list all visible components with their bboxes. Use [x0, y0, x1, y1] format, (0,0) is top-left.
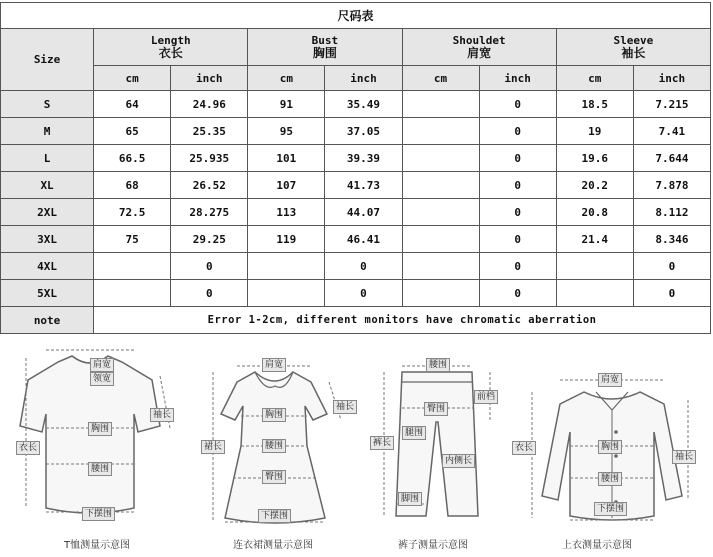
diagram-label: 臀围: [262, 470, 286, 484]
diagram-label: 内侧长: [442, 454, 475, 468]
measurement-diagrams: [0, 336, 713, 557]
measurement-cell: 0: [479, 280, 556, 307]
measurement-cell: 95: [248, 118, 325, 145]
measurement-cell: 0: [479, 91, 556, 118]
size-label: 5XL: [1, 280, 94, 307]
measurement-cell: 41.73: [325, 172, 402, 199]
column-header-sleeve: [556, 29, 710, 66]
column-header-cn: 袖长: [621, 46, 646, 60]
column-header-shoulder: [402, 29, 556, 66]
measurement-cell: [402, 199, 479, 226]
diagram-caption: 裤子测量示意图: [398, 540, 468, 551]
column-header-bust: [248, 29, 402, 66]
size-label: S: [1, 91, 94, 118]
measurement-cell: 0: [479, 118, 556, 145]
measurement-cell: 37.05: [325, 118, 402, 145]
table-row: [1, 118, 711, 145]
diagram-label: 胸围: [88, 422, 112, 436]
measurement-cell: [248, 253, 325, 280]
diagram-label: 下摆围: [258, 509, 291, 523]
measurement-cell: 19: [556, 118, 633, 145]
table-row: [1, 91, 711, 118]
measurement-cell: 0: [479, 253, 556, 280]
diagram-label: 胸围: [262, 408, 286, 422]
table-row: [1, 145, 711, 172]
diagram-label: 前档: [474, 390, 498, 404]
unit-cm: cm: [248, 66, 325, 91]
measurement-cell: 7.41: [633, 118, 710, 145]
measurement-cell: 29.25: [171, 226, 248, 253]
measurement-cell: 28.275: [171, 199, 248, 226]
unit-cm: cm: [402, 66, 479, 91]
measurement-cell: 19.6: [556, 145, 633, 172]
measurement-cell: 0: [325, 280, 402, 307]
measurement-cell: [94, 253, 171, 280]
diagram-label: 腰围: [426, 358, 450, 372]
diagram-label: 下摆围: [594, 502, 627, 516]
size-label: 3XL: [1, 226, 94, 253]
column-header-cn: 胸围: [312, 46, 337, 60]
measurement-cell: 0: [479, 145, 556, 172]
measurement-cell: 35.49: [325, 91, 402, 118]
measurement-cell: 39.39: [325, 145, 402, 172]
diagram-label: 袖长: [672, 450, 696, 464]
measurement-cell: [402, 91, 479, 118]
measurement-cell: [402, 253, 479, 280]
diagram-label: 臀围: [424, 402, 448, 416]
size-label: XL: [1, 172, 94, 199]
column-header-cn: 衣长: [158, 46, 183, 60]
measurement-cell: 0: [171, 280, 248, 307]
diagram-label: 肩宽: [90, 358, 114, 372]
diagram-label: 脚围: [398, 492, 422, 506]
measurement-cell: 119: [248, 226, 325, 253]
measurement-cell: 8.346: [633, 226, 710, 253]
diagram-label: 肩宽: [598, 373, 622, 387]
size-label: M: [1, 118, 94, 145]
measurement-cell: 0: [479, 199, 556, 226]
diagram-label: 腰围: [598, 472, 622, 486]
measurement-cell: 107: [248, 172, 325, 199]
measurement-cell: 25.35: [171, 118, 248, 145]
measurement-cell: 8.112: [633, 199, 710, 226]
measurement-cell: 66.5: [94, 145, 171, 172]
measurement-cell: 68: [94, 172, 171, 199]
size-rows: [1, 91, 711, 307]
measurement-cell: 21.4: [556, 226, 633, 253]
column-header-en: Bust: [311, 34, 339, 47]
measurement-cell: [402, 118, 479, 145]
diagram-label: 裙长: [201, 440, 225, 454]
diagram-label: 衣长: [16, 441, 40, 455]
measurement-cell: [94, 280, 171, 307]
diagram-label: 袖长: [333, 400, 357, 414]
note-label: note: [1, 307, 94, 334]
size-chart-table: [0, 2, 711, 334]
measurement-cell: 24.96: [171, 91, 248, 118]
measurement-cell: 46.41: [325, 226, 402, 253]
measurement-cell: [402, 226, 479, 253]
diagram-label: 胸围: [598, 440, 622, 454]
measurement-cell: 25.935: [171, 145, 248, 172]
table-row: [1, 199, 711, 226]
diagram-label: 肩宽: [262, 358, 286, 372]
diagram-label: 腰围: [88, 462, 112, 476]
table-row: [1, 253, 711, 280]
measurement-cell: 0: [479, 226, 556, 253]
column-header-en: Shouldet: [452, 34, 506, 47]
diagram-caption: 连衣裙测量示意图: [233, 540, 313, 551]
measurement-cell: 20.8: [556, 199, 633, 226]
diagram-label: 下摆围: [82, 507, 115, 521]
measurement-cell: 7.644: [633, 145, 710, 172]
measurement-cell: 0: [325, 253, 402, 280]
unit-inch: inch: [325, 66, 402, 91]
measurement-cell: 0: [633, 280, 710, 307]
unit-inch: inch: [633, 66, 710, 91]
diagram-label: 腿围: [402, 426, 426, 440]
diagram-label: 袖长: [150, 408, 174, 422]
measurement-cell: 91: [248, 91, 325, 118]
measurement-cell: 0: [171, 253, 248, 280]
size-label: L: [1, 145, 94, 172]
unit-inch: inch: [479, 66, 556, 91]
measurement-cell: 75: [94, 226, 171, 253]
pants-diagram: [362, 336, 512, 557]
size-header: Size: [1, 29, 94, 91]
column-header-en: Length: [150, 34, 191, 47]
diagram-label: 裤长: [370, 436, 394, 450]
table-row: [1, 280, 711, 307]
unit-cm: cm: [94, 66, 171, 91]
column-header-en: Sleeve: [613, 34, 654, 47]
table-row: [1, 226, 711, 253]
diagram-label: 腰围: [262, 439, 286, 453]
measurement-cell: 101: [248, 145, 325, 172]
measurement-cell: 7.878: [633, 172, 710, 199]
column-header-length: [94, 29, 248, 66]
top-diagram: [512, 336, 712, 557]
measurement-cell: 65: [94, 118, 171, 145]
diagram-label: 衣长: [512, 441, 536, 455]
measurement-cell: [402, 172, 479, 199]
table-title: 尺码表: [1, 3, 711, 29]
size-label: 4XL: [1, 253, 94, 280]
measurement-cell: 26.52: [171, 172, 248, 199]
diagram-caption: 上衣测量示意图: [562, 540, 632, 551]
unit-cm: cm: [556, 66, 633, 91]
measurement-cell: 113: [248, 199, 325, 226]
measurement-cell: 44.07: [325, 199, 402, 226]
measurement-cell: [556, 280, 633, 307]
note-text: Error 1-2cm, different monitors have chromatic aberration: [94, 307, 711, 334]
measurement-cell: [402, 145, 479, 172]
diagram-label: 领宽: [90, 372, 114, 386]
measurement-cell: [402, 280, 479, 307]
dress-diagram: [185, 336, 360, 557]
table-row: [1, 172, 711, 199]
measurement-cell: 18.5: [556, 91, 633, 118]
measurement-cell: 20.2: [556, 172, 633, 199]
measurement-cell: 72.5: [94, 199, 171, 226]
measurement-cell: [556, 253, 633, 280]
diagram-caption: T恤测量示意图: [64, 540, 131, 551]
measurement-cell: 7.215: [633, 91, 710, 118]
measurement-cell: 64: [94, 91, 171, 118]
unit-inch: inch: [171, 66, 248, 91]
column-header-cn: 肩宽: [467, 46, 492, 60]
measurement-cell: [248, 280, 325, 307]
size-label: 2XL: [1, 199, 94, 226]
measurement-cell: 0: [479, 172, 556, 199]
tshirt-diagram: [0, 336, 178, 557]
measurement-cell: 0: [633, 253, 710, 280]
